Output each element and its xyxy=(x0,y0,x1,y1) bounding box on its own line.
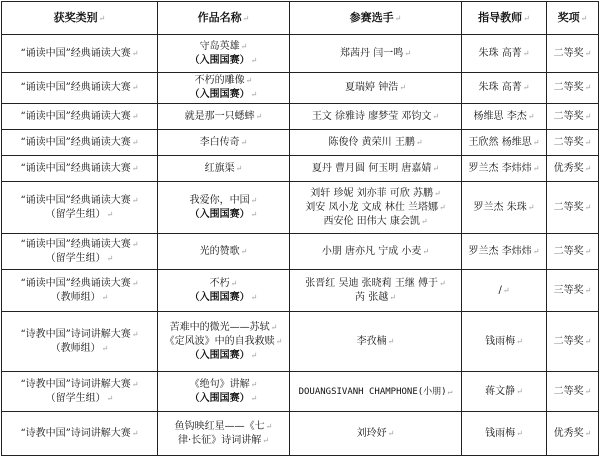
paragraph-mark-icon: ↵ xyxy=(262,435,269,445)
award-line xyxy=(550,81,595,95)
paragraph-mark-icon: ↵ xyxy=(265,421,273,431)
award-line-text: 二等奖 xyxy=(553,201,584,213)
work-status-tag-text: （入围国赛） xyxy=(189,89,250,100)
award-cell xyxy=(547,372,599,412)
header-award xyxy=(547,2,599,35)
paragraph-mark-icon: ↵ xyxy=(101,292,109,302)
players-line-text: 刘玲妤 xyxy=(356,427,387,439)
players-line-text: 李孜楠 xyxy=(356,335,387,347)
teachers-cell xyxy=(462,412,547,456)
category-cell xyxy=(2,73,158,104)
category-line xyxy=(5,194,154,208)
work-title-line xyxy=(161,110,286,124)
teachers-line-text: 朱珠 高菁 xyxy=(478,82,522,93)
paragraph-mark-icon: ↵ xyxy=(432,163,440,173)
table-row xyxy=(2,372,599,412)
category-line xyxy=(5,392,154,406)
paragraph-mark-icon: ↵ xyxy=(387,428,395,438)
work-title-line-text: 律·长征》诗词讲解 xyxy=(178,434,262,446)
header-award-label: 奖项 xyxy=(557,10,580,24)
awards-table xyxy=(1,1,599,456)
paragraph-mark-icon: ↵ xyxy=(106,209,114,219)
work-status-tag xyxy=(161,392,286,406)
table-row xyxy=(2,130,599,156)
players-line-text: 陈俊伶 黄荣川 王鹏 xyxy=(328,136,415,148)
paragraph-mark-icon: ↵ xyxy=(131,195,139,205)
award-line xyxy=(550,162,595,176)
players-line-text: 小朋 唐亦凡 宁成 小麦 xyxy=(321,245,422,257)
award-line xyxy=(550,47,595,61)
paragraph-mark-icon: ↵ xyxy=(101,343,109,353)
players-line-text: 刘安 凤小龙 文成 林仕 兰塔娜 xyxy=(305,201,438,213)
table-row xyxy=(2,156,599,182)
teachers-line xyxy=(465,427,543,441)
header-work xyxy=(158,2,290,35)
award-line-text: 二等奖 xyxy=(553,110,584,122)
paragraph-mark-icon: ↵ xyxy=(242,13,250,23)
category-line xyxy=(5,427,154,441)
award-cell xyxy=(547,73,599,104)
category-line xyxy=(5,47,154,61)
paragraph-mark-icon: ↵ xyxy=(532,246,540,256)
category-line-text: （留学生组） xyxy=(45,392,106,404)
header-category-label: 获奖类别 xyxy=(53,10,98,24)
work-title-line-text: 就是那一只蟋蟀 xyxy=(184,110,255,122)
players-line xyxy=(293,201,458,215)
work-status-tag-text: （入围国赛） xyxy=(189,208,250,220)
paragraph-mark-icon: ↵ xyxy=(584,137,592,147)
award-line-text: 二等奖 xyxy=(553,385,584,397)
work-cell xyxy=(158,156,290,182)
work-cell xyxy=(158,182,290,234)
category-cell xyxy=(2,312,158,372)
category-cell xyxy=(2,234,158,270)
paragraph-mark-icon: ↵ xyxy=(422,246,430,256)
paragraph-mark-icon: ↵ xyxy=(404,48,411,58)
work-title-line xyxy=(161,136,286,150)
work-cell xyxy=(158,372,290,412)
award-line-text: 优秀奖 xyxy=(553,427,584,439)
teachers-line-text: 王欣然 杨维思 xyxy=(468,136,532,148)
category-cell xyxy=(2,156,158,182)
category-line-text: “诵读中国”经典诵读大赛 xyxy=(20,47,131,59)
paragraph-mark-icon: ↵ xyxy=(584,246,592,256)
teachers-line xyxy=(465,47,543,61)
header-teachers xyxy=(462,2,547,35)
paragraph-mark-icon: ↵ xyxy=(255,111,263,121)
paragraph-mark-icon: ↵ xyxy=(250,195,258,205)
paragraph-mark-icon: ↵ xyxy=(98,13,106,23)
work-status-tag-text: （入围国赛） xyxy=(189,392,250,404)
award-cell xyxy=(547,35,599,73)
players-line xyxy=(293,291,458,305)
work-status-tag-text: （入围国赛） xyxy=(189,54,250,66)
paragraph-mark-icon: ↵ xyxy=(584,428,592,438)
paragraph-mark-icon: ↵ xyxy=(250,55,258,65)
players-line xyxy=(293,427,458,441)
paragraph-mark-icon: ↵ xyxy=(389,292,396,302)
players-line xyxy=(293,187,458,201)
teachers-line-text: 蒋文静 xyxy=(485,385,516,397)
players-line-text: 张晋红 吴迪 张晓莉 王继 傅于 xyxy=(305,277,438,289)
players-cell xyxy=(290,104,462,130)
players-line xyxy=(293,47,458,61)
work-cell xyxy=(158,234,290,270)
category-cell xyxy=(2,35,158,73)
paragraph-mark-icon: ↵ xyxy=(275,336,283,346)
players-cell xyxy=(290,35,462,73)
table-row xyxy=(2,312,599,372)
category-line xyxy=(5,378,154,392)
award-line xyxy=(550,110,595,124)
work-title-line xyxy=(161,162,286,176)
work-title-line xyxy=(161,321,286,335)
paragraph-mark-icon: ↵ xyxy=(439,278,446,288)
teachers-line xyxy=(465,335,543,349)
paragraph-mark-icon: ↵ xyxy=(387,336,395,346)
work-title-line xyxy=(161,420,286,434)
players-cell xyxy=(290,156,462,182)
teachers-cell xyxy=(462,372,547,412)
paragraph-mark-icon: ↵ xyxy=(250,209,258,219)
award-line-text: 三等奖 xyxy=(553,284,584,296)
category-cell xyxy=(2,104,158,130)
paragraph-mark-icon: ↵ xyxy=(584,48,592,58)
paragraph-mark-icon: ↵ xyxy=(131,83,139,92)
paragraph-mark-icon: ↵ xyxy=(106,393,114,403)
paragraph-mark-icon: ↵ xyxy=(270,322,278,332)
work-title-line xyxy=(161,194,286,208)
category-cell xyxy=(2,270,158,312)
paragraph-mark-icon: ↵ xyxy=(420,216,428,226)
work-title-line xyxy=(161,40,286,54)
award-cell xyxy=(547,234,599,270)
header-category xyxy=(2,2,158,35)
paragraph-mark-icon: ↵ xyxy=(415,137,423,147)
table-row xyxy=(2,182,599,234)
teachers-cell xyxy=(462,312,547,372)
paragraph-mark-icon: ↵ xyxy=(516,386,523,396)
category-cell xyxy=(2,372,158,412)
category-line-text: “诵读中国”经典诵读大赛 xyxy=(20,82,131,93)
category-line xyxy=(5,291,154,305)
work-status-tag xyxy=(161,349,286,363)
players-line xyxy=(293,81,458,95)
work-title-line xyxy=(161,74,286,88)
paragraph-mark-icon: ↵ xyxy=(240,137,248,147)
paragraph-mark-icon: ↵ xyxy=(131,329,139,339)
category-line-text: “诵读中国”经典诵读大赛 xyxy=(20,136,131,148)
category-line-text: （教师组） xyxy=(50,291,101,303)
work-title-line-text: 苦难中的微光——苏轼 xyxy=(169,321,270,333)
work-title-line-text: 《定风波》中的自我救赎 xyxy=(164,335,275,347)
paragraph-mark-icon: ↵ xyxy=(250,379,258,389)
work-title-line xyxy=(161,245,286,259)
teachers-cell xyxy=(462,104,547,130)
paragraph-mark-icon: ↵ xyxy=(131,428,139,438)
work-title-line xyxy=(161,434,286,448)
category-line-text: “诵读中国”经典诵读大赛 xyxy=(20,194,131,206)
teachers-cell xyxy=(462,270,547,312)
paragraph-mark-icon: ↵ xyxy=(131,379,139,389)
teachers-line-text: 钱雨梅 xyxy=(485,335,516,347)
work-title-line-text: 守岛英雄 xyxy=(199,40,240,52)
category-line-text: “诗教中国”诗词讲解大赛 xyxy=(20,328,131,340)
teachers-line-text: 罗兰杰 朱珠 xyxy=(473,201,527,213)
award-line-text: 二等奖 xyxy=(553,335,584,347)
category-line-text: （教师组） xyxy=(50,342,101,354)
category-line xyxy=(5,136,154,150)
teachers-line xyxy=(465,162,543,176)
paragraph-mark-icon: ↵ xyxy=(235,163,243,173)
category-line-text: “诗教中国”诗词讲解大赛 xyxy=(20,427,131,439)
players-line-text: 芮 张越 xyxy=(355,291,389,303)
paragraph-mark-icon: ↵ xyxy=(250,350,258,360)
teachers-line xyxy=(465,136,543,150)
work-title-line-text: 鱼钩映红星——《七 xyxy=(174,420,265,432)
category-line xyxy=(5,252,154,266)
players-cell xyxy=(290,130,462,156)
work-title-line-text: 我爱你，中国 xyxy=(189,194,250,206)
table-row xyxy=(2,35,599,73)
awards-body xyxy=(2,35,599,456)
category-line xyxy=(5,328,154,342)
paragraph-mark-icon: ↵ xyxy=(131,48,139,58)
paragraph-mark-icon: ↵ xyxy=(434,188,441,198)
category-line xyxy=(5,110,154,124)
category-line-text: “诗教中国”诗词讲解大赛 xyxy=(20,378,131,390)
paragraph-mark-icon: ↵ xyxy=(131,278,139,288)
award-line xyxy=(550,284,595,298)
award-cell xyxy=(547,130,599,156)
work-title-line-text: 李白传奇 xyxy=(199,136,240,148)
players-cell xyxy=(290,234,462,270)
work-title-line-text: 《绝句》讲解 xyxy=(189,378,250,390)
players-line xyxy=(293,385,458,399)
teachers-line xyxy=(465,201,543,215)
paragraph-mark-icon: ↵ xyxy=(584,83,592,92)
players-line xyxy=(293,162,458,176)
award-line-text: 二等奖 xyxy=(553,47,584,59)
work-cell xyxy=(158,73,290,104)
players-cell xyxy=(290,372,462,412)
paragraph-mark-icon: ↵ xyxy=(439,202,446,212)
category-line xyxy=(5,238,154,252)
paragraph-mark-icon: ↵ xyxy=(432,111,440,121)
teachers-line xyxy=(465,245,543,259)
work-cell xyxy=(158,104,290,130)
players-line-text: 西安伦 田伟大 康会凯 xyxy=(323,215,420,227)
paragraph-mark-icon: ↵ xyxy=(516,428,523,438)
award-cell xyxy=(547,104,599,130)
players-line-text: 夏瑞婷 钟浩 xyxy=(345,82,399,93)
work-cell xyxy=(158,412,290,456)
players-line xyxy=(293,215,458,229)
teachers-cell xyxy=(462,182,547,234)
category-cell xyxy=(2,412,158,456)
teachers-line xyxy=(465,110,543,124)
table-row xyxy=(2,234,599,270)
category-cell xyxy=(2,130,158,156)
teachers-line-text: 罗兰杰 李炜炜 xyxy=(468,162,532,174)
category-line xyxy=(5,277,154,291)
work-title-line-text: 红旗渠 xyxy=(204,162,235,174)
teachers-cell xyxy=(462,73,547,104)
work-title-line xyxy=(161,277,286,291)
category-line xyxy=(5,81,154,95)
work-cell xyxy=(158,270,290,312)
players-line-text: DOUANGSIVANH CHAMPHONE(小朋) xyxy=(298,386,447,397)
award-line-text: 二等奖 xyxy=(553,82,584,93)
paragraph-mark-icon: ↵ xyxy=(527,202,535,212)
paragraph-mark-icon: ↵ xyxy=(250,292,258,302)
players-line xyxy=(293,136,458,150)
players-cell xyxy=(290,412,462,456)
award-line xyxy=(550,335,595,349)
paragraph-mark-icon: ↵ xyxy=(240,41,248,51)
work-cell xyxy=(158,130,290,156)
category-line xyxy=(5,208,154,222)
table-row xyxy=(2,73,599,104)
award-line-text: 二等奖 xyxy=(553,136,584,148)
teachers-cell xyxy=(462,156,547,182)
teachers-line-text: 朱珠 高菁 xyxy=(478,47,522,59)
work-title-line-text: 光的赞歌 xyxy=(199,245,240,257)
work-cell xyxy=(158,312,290,372)
award-cell xyxy=(547,270,599,312)
teachers-cell xyxy=(462,234,547,270)
teachers-cell xyxy=(462,35,547,73)
players-line xyxy=(293,277,458,291)
award-line xyxy=(550,201,595,215)
category-line-text: “诵读中国”经典诵读大赛 xyxy=(20,110,131,122)
paragraph-mark-icon: ↵ xyxy=(250,393,258,403)
category-line-text: “诵读中国”经典诵读大赛 xyxy=(20,162,131,174)
paragraph-mark-icon: ↵ xyxy=(580,13,588,23)
paragraph-mark-icon: ↵ xyxy=(527,111,535,121)
category-line-text: （留学生组） xyxy=(45,252,106,264)
award-line xyxy=(550,385,595,399)
work-title-line xyxy=(161,378,286,392)
work-status-tag xyxy=(161,88,286,102)
header-teachers-label: 指导教师 xyxy=(478,10,523,24)
paragraph-mark-icon: ↵ xyxy=(584,163,592,173)
paragraph-mark-icon: ↵ xyxy=(522,48,530,58)
table-row xyxy=(2,104,599,130)
award-cell xyxy=(547,182,599,234)
category-line-text: “诵读中国”经典诵读大赛 xyxy=(20,277,131,289)
teachers-line-text: 杨维思 李杰 xyxy=(473,110,527,122)
header-players xyxy=(290,2,462,35)
category-line-text: （留学生组） xyxy=(45,208,106,220)
paragraph-mark-icon: ↵ xyxy=(240,246,248,256)
players-line xyxy=(293,245,458,259)
teachers-line-text: 钱雨梅 xyxy=(485,427,516,439)
paragraph-mark-icon: ↵ xyxy=(532,137,540,147)
work-status-tag xyxy=(161,208,286,222)
award-cell xyxy=(547,312,599,372)
paragraph-mark-icon: ↵ xyxy=(250,90,258,99)
paragraph-mark-icon: ↵ xyxy=(399,83,406,92)
teachers-line xyxy=(465,385,543,399)
paragraph-mark-icon: ↵ xyxy=(584,111,592,121)
paragraph-mark-icon: ↵ xyxy=(584,336,592,346)
paragraph-mark-icon: ↵ xyxy=(532,163,540,173)
paragraph-mark-icon: ↵ xyxy=(245,76,253,85)
teachers-line-text: / xyxy=(498,284,502,296)
category-line xyxy=(5,162,154,176)
award-line-text: 优秀奖 xyxy=(553,162,584,174)
paragraph-mark-icon: ↵ xyxy=(447,386,453,396)
players-cell xyxy=(290,182,462,234)
work-status-tag-text: （入围国赛） xyxy=(189,291,250,303)
paragraph-mark-icon: ↵ xyxy=(131,239,139,249)
paragraph-mark-icon: ↵ xyxy=(522,83,530,92)
teachers-line xyxy=(465,284,543,298)
paragraph-mark-icon: ↵ xyxy=(502,285,510,295)
category-line xyxy=(5,342,154,356)
work-title-line-text: 不朽 xyxy=(209,277,230,289)
players-line-text: 刘轩 珍妮 刘亦菲 可欣 苏鹏 xyxy=(310,187,433,199)
header-work-label: 作品名称 xyxy=(197,10,242,24)
players-line-text: 郑茜丹 闫一鸣 xyxy=(340,47,404,59)
paragraph-mark-icon: ↵ xyxy=(106,253,114,263)
table-row xyxy=(2,270,599,312)
work-status-tag-text: （入围国赛） xyxy=(189,349,250,361)
paragraph-mark-icon: ↵ xyxy=(131,163,139,173)
work-cell xyxy=(158,35,290,73)
players-cell xyxy=(290,312,462,372)
award-cell xyxy=(547,156,599,182)
players-line-text: 王文 徐雅诗 廖梦莹 邓钧文 xyxy=(311,110,432,122)
header-players-label: 参赛选手 xyxy=(349,10,394,24)
award-line xyxy=(550,427,595,441)
work-title-line-text: 不朽的雕像 xyxy=(194,75,245,86)
teachers-line-text: 罗兰杰 李炜炜 xyxy=(468,245,532,257)
award-line-text: 二等奖 xyxy=(553,245,584,257)
paragraph-mark-icon: ↵ xyxy=(230,278,238,288)
work-title-line xyxy=(161,335,286,349)
players-line-text: 夏丹 曹月圆 何玉明 唐嘉婧 xyxy=(311,162,432,174)
work-status-tag xyxy=(161,291,286,305)
award-line xyxy=(550,136,595,150)
paragraph-mark-icon: ↵ xyxy=(516,336,523,346)
paragraph-mark-icon: ↵ xyxy=(584,386,592,396)
paragraph-mark-icon: ↵ xyxy=(584,202,592,212)
table-row xyxy=(2,412,599,456)
award-line xyxy=(550,245,595,259)
category-line-text: “诵读中国”经典诵读大赛 xyxy=(20,238,131,250)
paragraph-mark-icon: ↵ xyxy=(131,111,139,121)
award-cell xyxy=(547,412,599,456)
players-cell xyxy=(290,73,462,104)
players-line xyxy=(293,110,458,124)
category-cell xyxy=(2,182,158,234)
header-row xyxy=(2,2,599,35)
work-status-tag xyxy=(161,54,286,68)
paragraph-mark-icon: ↵ xyxy=(131,137,139,147)
players-line xyxy=(293,335,458,349)
teachers-line xyxy=(465,81,543,95)
paragraph-mark-icon: ↵ xyxy=(394,13,402,23)
paragraph-mark-icon: ↵ xyxy=(584,285,592,295)
teachers-cell xyxy=(462,130,547,156)
players-cell xyxy=(290,270,462,312)
paragraph-mark-icon: ↵ xyxy=(523,13,530,23)
